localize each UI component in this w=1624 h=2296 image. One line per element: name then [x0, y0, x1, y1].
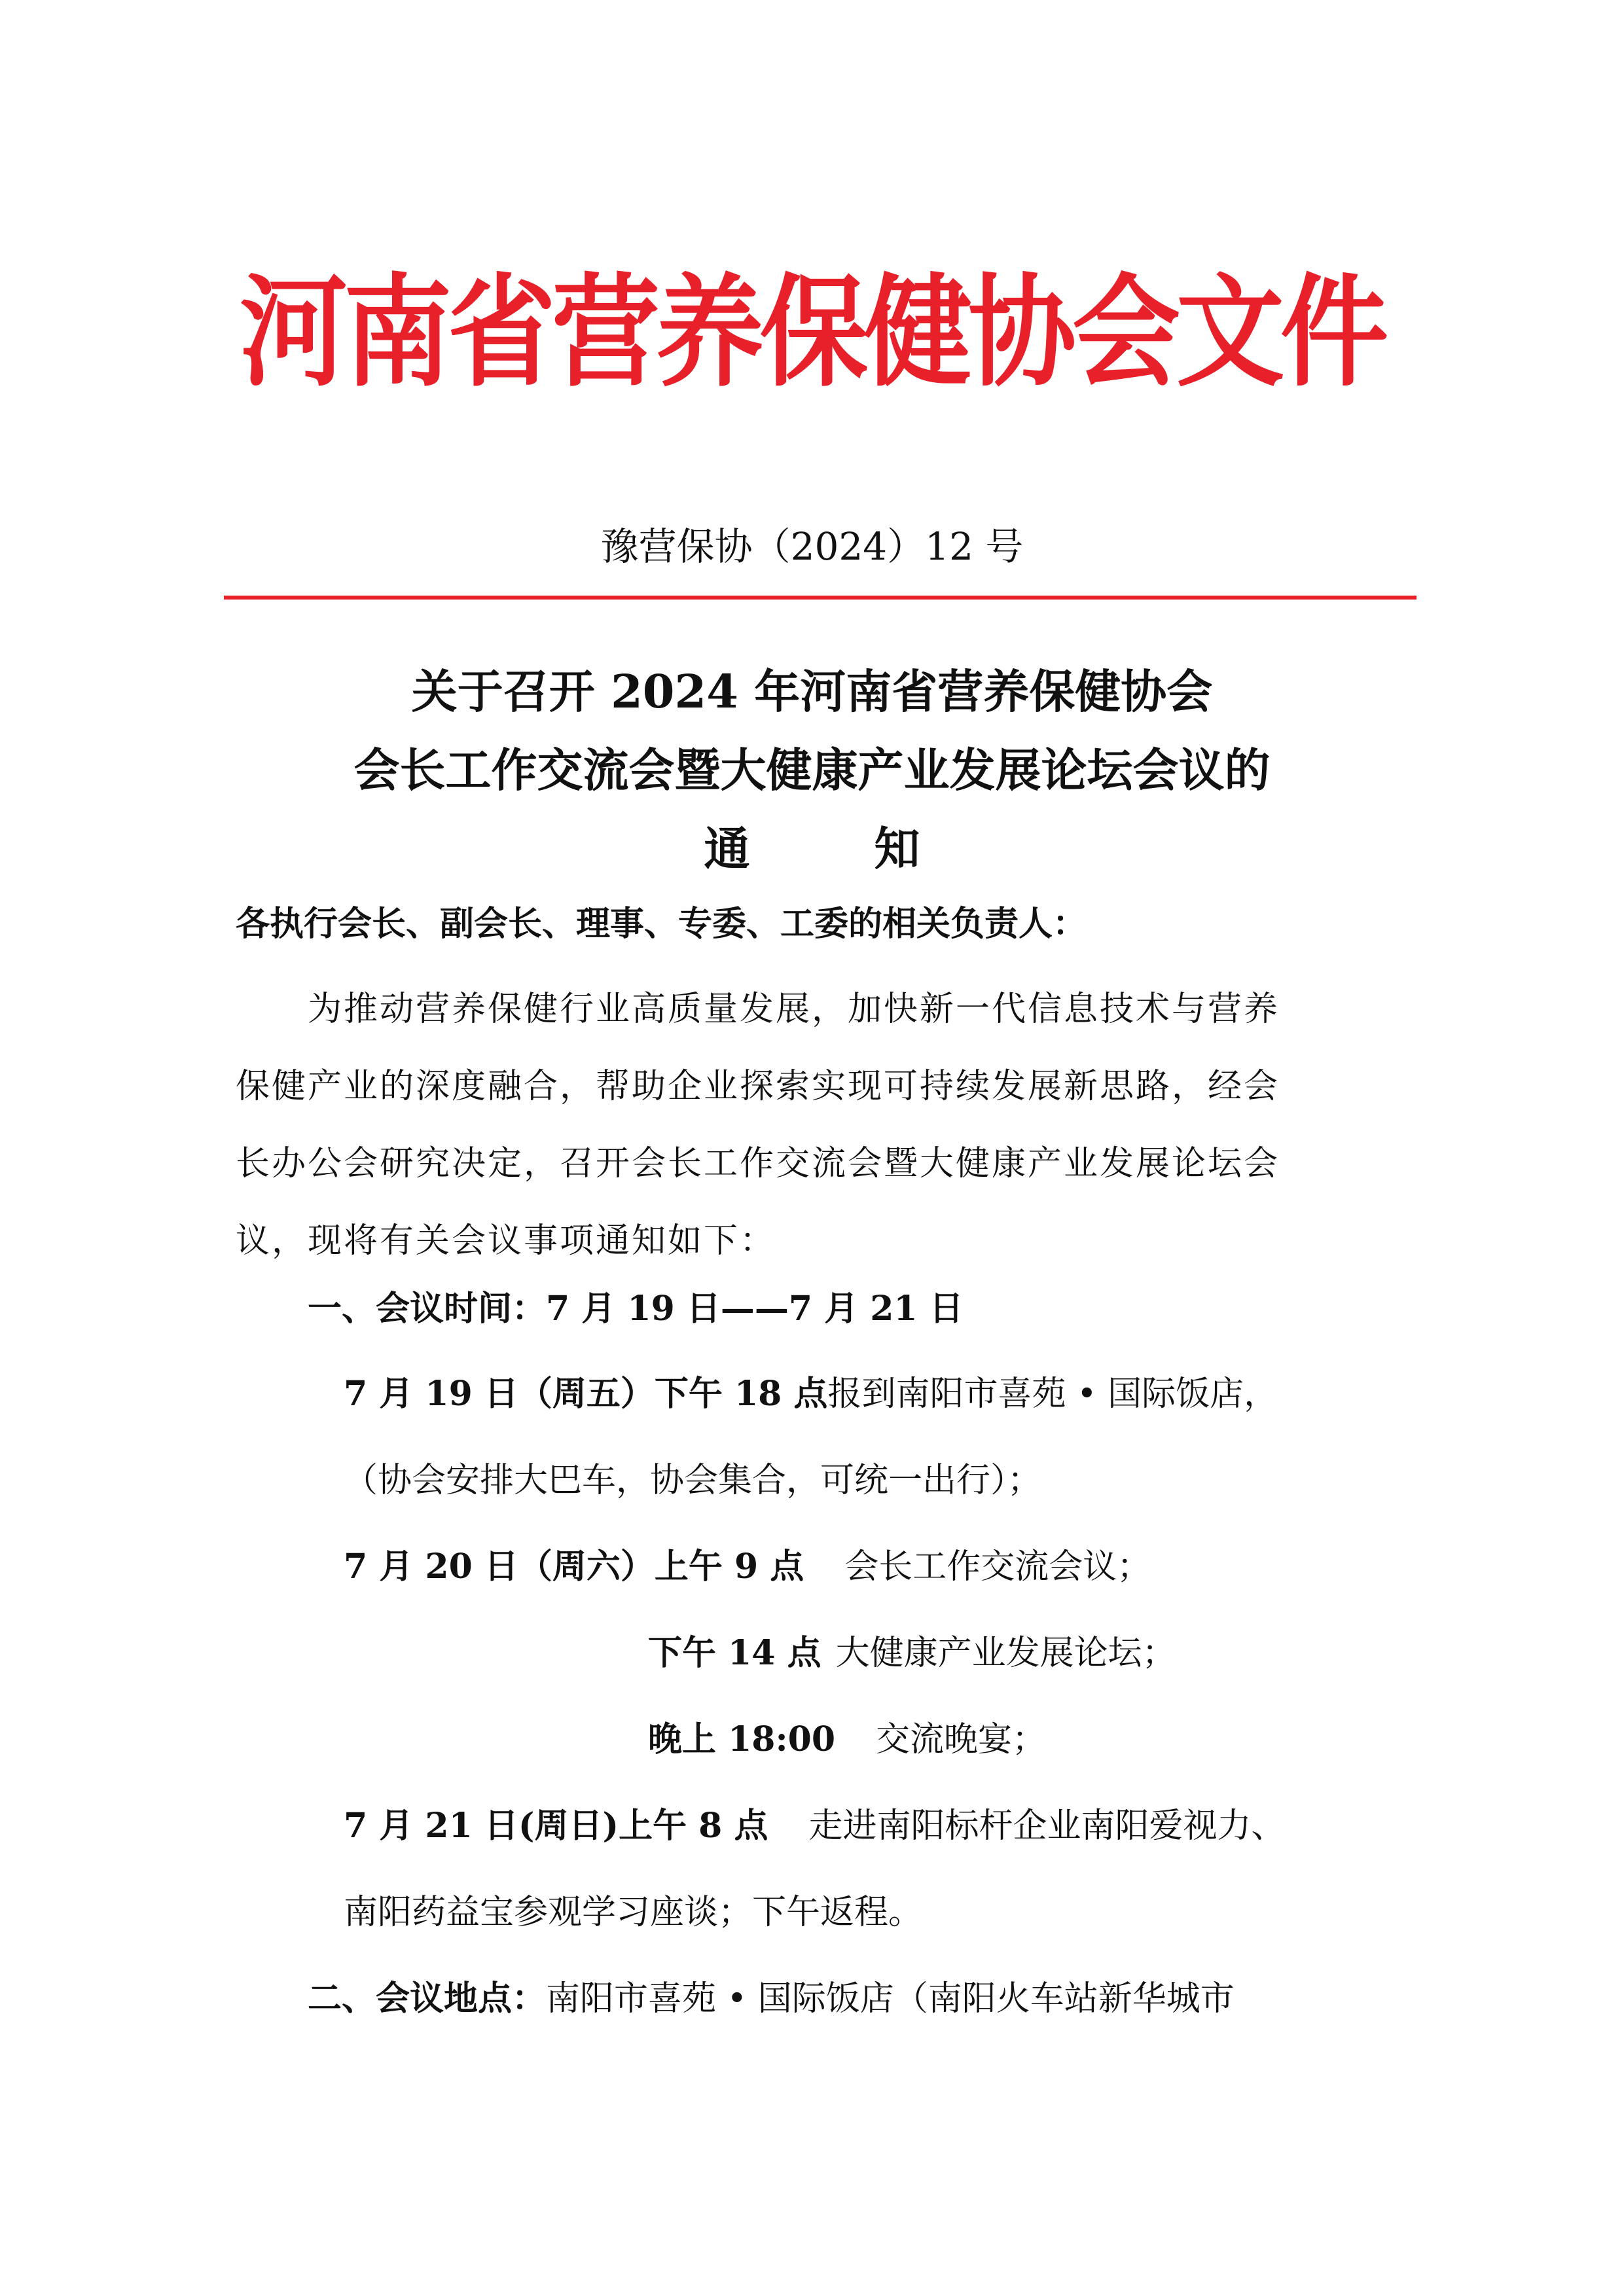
schedule-row [344, 1800, 1285, 1852]
schedule-row [648, 1627, 1176, 1679]
schedule-desc: 会长工作交流会议； [844, 1547, 1151, 1587]
schedule-desc: 走进南阳标杆企业南阳爱视力、 [808, 1806, 1286, 1846]
schedule-time: 7 月 21 日(周日)上午 8 点 [344, 1806, 768, 1846]
schedule-row [344, 1454, 1041, 1507]
location-text: 南阳市喜苑 • 国际饭店（南阳火车站新华城市 [546, 1979, 1235, 2018]
notice-title-line1: 关于召开 2024 年河南省营养保健协会 [411, 664, 1213, 719]
schedule-row [344, 1886, 922, 1939]
notice-char-zhi: 知 [874, 821, 920, 876]
section-location [308, 1973, 1235, 2025]
schedule-time: 7 月 19 日（周五）下午 18 点 [344, 1374, 828, 1414]
red-divider [224, 596, 1416, 600]
schedule-desc: （协会安排大巴车，协会集合，可统一出行）； [344, 1461, 1042, 1500]
letterhead-title: 河南省营养保健协会文件 [240, 260, 1384, 403]
intro-line-1: 为推动营养保健行业高质量发展，加快新一代信息技术与营养 [308, 990, 1280, 1029]
schedule-desc: 大健康产业发展论坛； [835, 1634, 1176, 1673]
schedule-desc: 南阳药益宝参观学习座谈；下午返程。 [344, 1893, 923, 1932]
schedule-time: 7 月 20 日（周六）上午 9 点 [344, 1547, 804, 1587]
intro-line-2: 保健产业的深度融合，帮助企业探索实现可持续发展新思路，经会 [236, 1067, 1280, 1106]
schedule-time: 下午 14 点 [648, 1633, 821, 1673]
document-number: 豫营保协（2024）12 号 [600, 524, 1024, 569]
schedule-row [344, 1368, 1278, 1420]
schedule-desc: 报到南阳市喜苑 • 国际饭店， [827, 1374, 1278, 1414]
intro-line-4: 议，现将有关会议事项通知如下： [236, 1221, 776, 1261]
schedule-row [344, 1541, 1151, 1593]
intro-line-3: 长办公会研究决定，召开会长工作交流会暨大健康产业发展论坛会 [236, 1144, 1280, 1183]
section-heading-location: 二、会议地点： [308, 1979, 547, 2018]
notice-title-line2: 会长工作交流会暨大健康产业发展论坛会议的 [353, 743, 1271, 797]
section-heading-time: 一、会议时间：7 月 19 日——7 月 21 日 [308, 1289, 964, 1329]
notice-word [0, 819, 1624, 878]
schedule-desc: 交流晚宴； [876, 1720, 1047, 1759]
schedule-time: 晚上 18:00 [648, 1719, 836, 1759]
schedule-row [648, 1713, 1046, 1766]
notice-char-tong: 通 [704, 821, 750, 876]
salutation: 各执行会长、副会长、理事、专委、工委的相关负责人： [236, 904, 1087, 944]
